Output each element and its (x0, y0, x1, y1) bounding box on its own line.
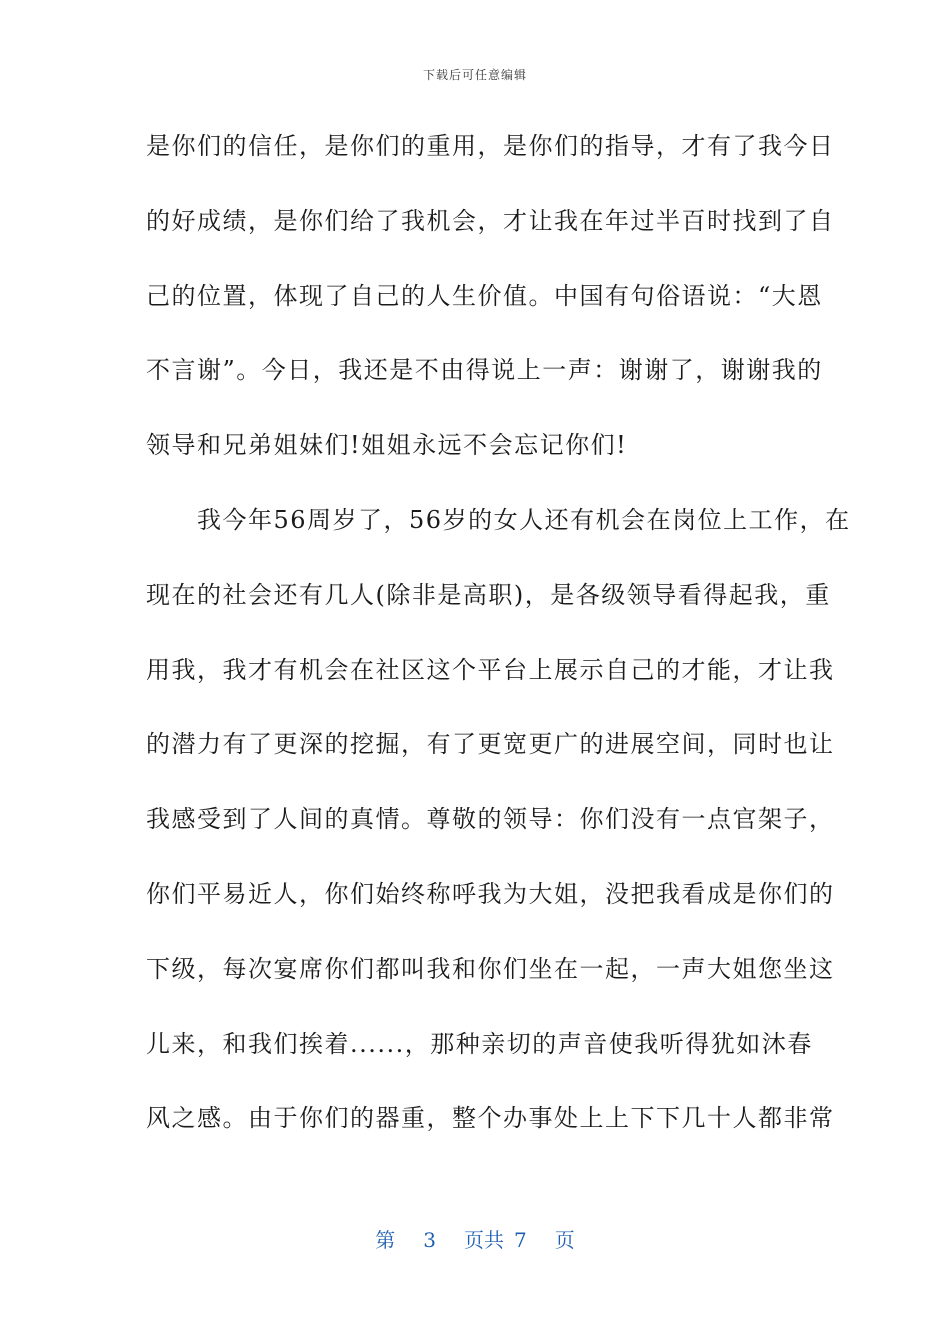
text-line: 风之感。由于你们的器重，整个办事处上上下下几十人都非常 (146, 1104, 835, 1133)
page-label-suffix: 页 (554, 1228, 575, 1252)
page-label-mid: 页共 (464, 1228, 504, 1252)
text-line: 现在的社会还有几人(除非是高职)，是各级领导看得起我，重 (146, 580, 831, 609)
text-line: 的好成绩，是你们给了我机会，才让我在年过半百时找到了自 (146, 206, 835, 235)
text-line: 己的位置，体现了自己的人生价值。中国有句俗语说：“大恩 (146, 281, 823, 310)
header-note: 下载后可任意编辑 (422, 68, 527, 82)
text-line: 你们平易近人，你们始终称呼我为大姐，没把我看成是你们的 (146, 879, 835, 908)
text-line: 领导和兄弟姐妹们!姐姐永远不会忘记你们! (146, 431, 628, 460)
total-pages-number: 7 (514, 1228, 527, 1252)
text-line: 我今年56周岁了，56岁的女人还有机会在岗位上工作，在 (146, 505, 851, 534)
text-line: 的潜力有了更深的挖掘，有了更宽更广的进展空间，同时也让 (146, 730, 835, 759)
text-line: 不言谢”。今日，我还是不由得说上一声：谢谢了，谢谢我的 (146, 356, 823, 385)
page-label-prefix: 第 (375, 1228, 396, 1252)
text-line: 儿来，和我们挨着......，那种亲切的声音使我听得犹如沐春 (146, 1029, 813, 1058)
page-number-footer (0, 1224, 950, 1253)
text-line: 用我，我才有机会在社区这个平台上展示自己的才能，才让我 (146, 655, 835, 684)
text-line: 是你们的信任，是你们的重用，是你们的指导，才有了我今日 (146, 132, 835, 160)
document-body (146, 122, 851, 1169)
text-line: 我感受到了人间的真情。尊敬的领导：你们没有一点官架子， (146, 805, 835, 834)
paragraph-1 (146, 122, 835, 496)
paragraph-2 (146, 496, 851, 1169)
text-line: 下级，每次宴席你们都叫我和你们坐在一起，一声大姐您坐这 (146, 954, 835, 983)
current-page-number: 3 (423, 1228, 436, 1252)
